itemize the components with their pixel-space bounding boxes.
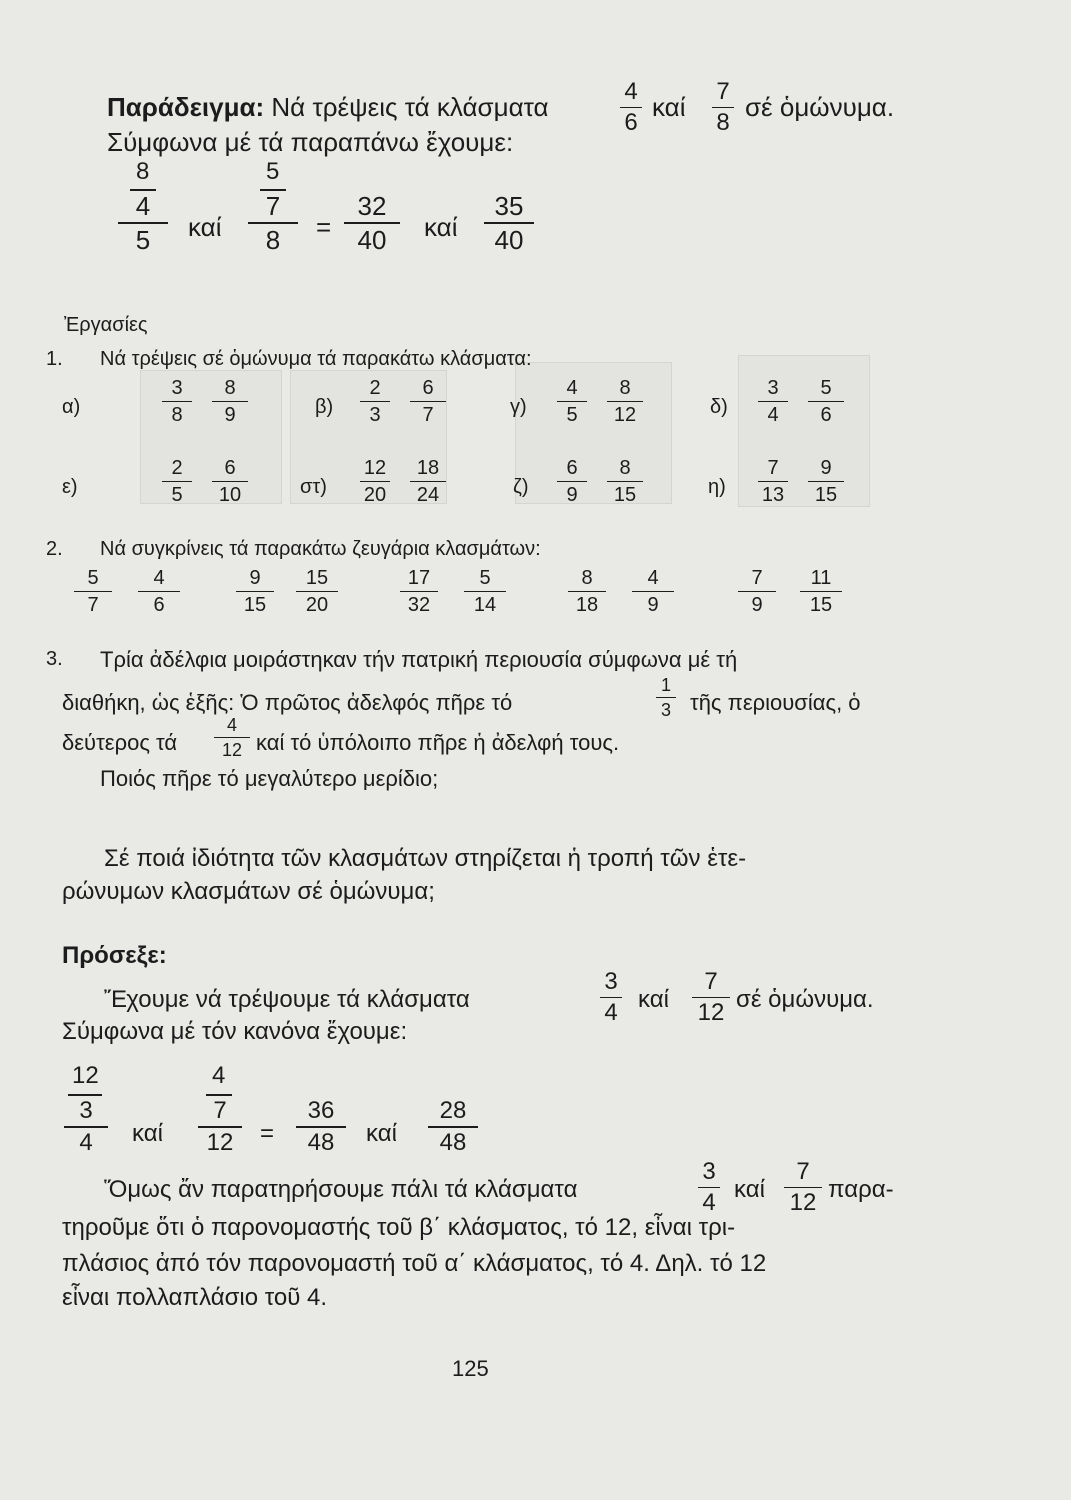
note-para-a: Ὅμως ἄν παρατηρήσουμε πάλι τά κλάσματα <box>104 1176 578 1203</box>
multiplier: 12 <box>72 1062 99 1089</box>
fraction: 8 12 <box>607 378 643 425</box>
fraction: 3 8 <box>162 378 192 425</box>
exercises-heading: Ἐργασίες <box>64 314 148 336</box>
and-word: καί <box>132 1120 163 1147</box>
fraction: 17 32 <box>400 568 438 615</box>
and-word: καί <box>734 1176 765 1203</box>
and-word: καί <box>652 92 686 122</box>
exercise-label: β) <box>315 396 334 418</box>
fraction: 5 7 <box>74 568 112 615</box>
q3-line2a: διαθήκη, ὡς ἑξῆς: Ὁ πρῶτος ἀδελφός πῆρε τό <box>62 690 513 715</box>
multiplier-bracket <box>68 1094 102 1096</box>
multiplier: 4 <box>212 1062 226 1089</box>
note-para4: εἶναι πολλαπλάσιο τοῦ 4. <box>62 1284 328 1311</box>
fraction: 4 6 <box>138 568 180 615</box>
fraction: 7 8 <box>712 80 734 135</box>
exercise-label: γ) <box>510 396 527 418</box>
equals-sign: = <box>316 212 332 242</box>
equals-sign: = <box>260 1120 275 1147</box>
q3-line2b: τῆς περιουσίας, ὁ <box>690 690 861 715</box>
fraction: 9 15 <box>808 458 844 505</box>
fraction: 35 40 <box>484 193 534 253</box>
fraction: 1 3 <box>656 676 676 719</box>
exercise-label: στ) <box>300 476 327 498</box>
exercise-label: α) <box>62 396 81 418</box>
q2-number: 2. <box>46 538 63 560</box>
example-text: Νά τρέψεις τά κλάσματα <box>271 92 549 122</box>
exercise-label: ζ) <box>513 476 529 498</box>
note-line2: Σύμφωνα μέ τόν κανόνα ἔχουμε: <box>62 1018 408 1045</box>
fraction: 2 5 <box>162 458 192 505</box>
fraction: 28 48 <box>428 1099 478 1155</box>
q3-number: 3. <box>46 648 63 670</box>
fraction: 4 9 <box>632 568 674 615</box>
fraction: 5 14 <box>464 568 506 615</box>
exercise-label: η) <box>708 476 726 498</box>
multiplier: 8 <box>136 158 150 185</box>
and-word: καί <box>424 212 458 242</box>
q3-line3b: καί τό ὑπόλοιπο πῆρε ἡ ἀδελφή τους. <box>256 730 620 755</box>
example-heading: Παράδειγμα: <box>107 92 265 122</box>
fraction: 5 6 <box>808 378 844 425</box>
fraction: 3 4 <box>758 378 788 425</box>
q1-number: 1. <box>46 348 63 370</box>
exercise-label: δ) <box>710 396 728 418</box>
and-word: καί <box>188 212 222 242</box>
fraction: 8 15 <box>607 458 643 505</box>
fraction: 4 5 <box>118 193 168 253</box>
exercise-label: ε) <box>62 476 78 498</box>
example-line1 <box>107 92 549 123</box>
fraction: 9 15 <box>236 568 274 615</box>
note-para3: πλάσιος ἀπό τόν παρονομαστή τοῦ α΄ κλάσματος, τό 4. Δηλ. τό 12 <box>62 1250 767 1277</box>
fraction: 8 9 <box>212 378 248 425</box>
fraction: 4 12 <box>214 716 250 759</box>
fraction: 7 12 <box>198 1099 242 1155</box>
multiplier-bracket <box>206 1094 232 1096</box>
and-word: καί <box>638 986 669 1013</box>
q1-text: Νά τρέψεις σέ ὁμώνυμα τά παρακάτω κλάσματα: <box>100 348 532 370</box>
fraction: 7 8 <box>248 193 298 253</box>
fraction: 7 12 <box>784 1160 822 1215</box>
fraction: 6 7 <box>410 378 446 425</box>
example-line2: Σύμφωνα μέ τά παραπάνω ἔχουμε: <box>107 127 514 157</box>
note-line1a: Ἔχουμε νά τρέψουμε τά κλάσματα <box>104 986 470 1013</box>
fraction: 12 20 <box>360 458 390 505</box>
multiplier: 5 <box>266 158 280 185</box>
fraction: 2 3 <box>360 378 390 425</box>
fraction: 8 18 <box>568 568 606 615</box>
q3-line3a: δεύτερος τά <box>62 730 178 755</box>
and-word: καί <box>366 1120 397 1147</box>
fraction: 3 4 <box>600 970 622 1025</box>
fraction: 4 6 <box>620 80 642 135</box>
fraction: 7 13 <box>758 458 788 505</box>
note-para2: τηροῦμε ὅτι ὁ παρονομαστής τοῦ β΄ κλάσματος, τό 12, εἶναι τρι- <box>62 1214 736 1241</box>
example-text-after: σέ ὁμώνυμα. <box>745 92 895 122</box>
q2-text: Νά συγκρίνεις τά παρακάτω ζευγάρια κλασμάτων: <box>100 538 541 560</box>
fraction: 32 40 <box>344 193 400 253</box>
fraction: 6 9 <box>557 458 587 505</box>
fraction: 3 4 <box>64 1099 108 1155</box>
page-number: 125 <box>452 1356 489 1381</box>
fraction: 3 4 <box>698 1160 720 1215</box>
note-heading: Πρόσεξε: <box>62 942 167 969</box>
q3-line4: Ποιός πῆρε τό μεγαλύτερο μερίδιο; <box>100 766 439 791</box>
fraction: 18 24 <box>410 458 446 505</box>
fraction: 15 20 <box>296 568 338 615</box>
fraction: 7 9 <box>738 568 776 615</box>
fraction: 36 48 <box>296 1099 346 1155</box>
q3-line1: Τρία ἀδέλφια μοιράστηκαν τήν πατρική περιουσία σύμφωνα μέ τή <box>100 647 738 672</box>
note-para-b: παρα- <box>828 1176 894 1203</box>
note-line1b: σέ ὁμώνυμα. <box>736 986 874 1013</box>
fraction: 11 15 <box>800 568 842 615</box>
fraction: 6 10 <box>212 458 248 505</box>
fraction: 4 5 <box>557 378 587 425</box>
question-line1: Σέ ποιά ἰδιότητα τῶν κλασμάτων στηρίζεται ἡ τροπή τῶν ἑτε- <box>104 845 747 872</box>
exercise-box <box>515 362 672 504</box>
fraction: 7 12 <box>692 970 730 1025</box>
question-line2: ρώνυμων κλασμάτων σέ ὁμώνυμα; <box>62 878 435 905</box>
